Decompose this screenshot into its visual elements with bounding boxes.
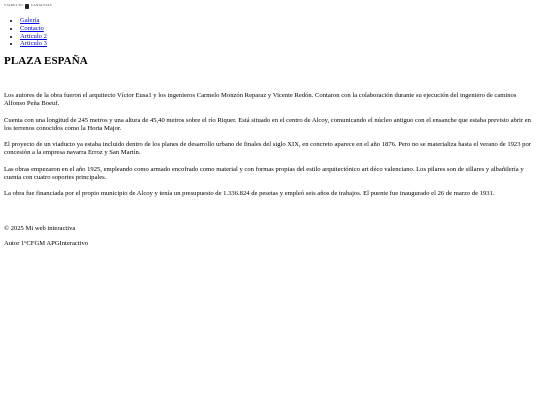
nav-item-articulo-2 <box>20 33 47 41</box>
logo-text-left: VIADUCTO <box>4 3 23 8</box>
logo-text-right: CANALEJAS <box>31 3 52 8</box>
nav-item-contacto <box>20 25 47 33</box>
article-paragraph: El proyecto de un viaducto ya estaba incluido dentro de los planes de desarrollo urbano de finales del siglo XIX, en concreto aparece en el año 1876. Pero no se materializa hasta el verano de 1923 por concesión a la empresa navarra Erroz y San Martín. <box>4 141 531 157</box>
footer-copyright: © 2025 Mi web interactiva <box>4 225 76 232</box>
nav-link-galeria[interactable]: Galería <box>20 17 40 24</box>
article-content <box>4 92 536 207</box>
logo-emblem-icon <box>25 4 29 9</box>
nav-link-contacto[interactable]: Contacto <box>20 24 44 32</box>
nav-item-articulo-3 <box>20 40 47 48</box>
main-navigation <box>20 17 47 48</box>
page-title: PLAZA ESPAÑA <box>4 55 88 67</box>
article-paragraph: Las obras empezaron en el año 1925, empleando como armado encofrado como material y con formas propias del estilo arquitectónico art déco valenciano. Los pilares son de sillares y albañilería y cuenta con cuatro soportes principales. <box>4 165 524 182</box>
site-logo <box>4 3 52 9</box>
nav-link-articulo-2[interactable]: Articulo 2 <box>20 32 47 40</box>
article-paragraph: Los autores de la obra fueron el arquitecto Víctor Eusa1 y los ingenieros Carmelo Monzón Reparaz y Vicente Redón. Contaron con la colaboración durante su ejecución del ingeniero de caminos Alfonso Peña Boeuf. <box>4 92 517 108</box>
footer-author: Autor 1ºCFGM APGInteractivo <box>4 240 89 247</box>
nav-list <box>20 17 47 48</box>
article-paragraph: Cuenta con una longitud de 245 metros y una altura de 45,40 metros sobre el río Riquer. Está situado en el centro de Alcoy, comunicando el núcleo antiguo con el ensanche que estaba previsto abrir en los terrenos conocidos como la Horta Major. <box>4 116 531 132</box>
article-paragraph: La obra fue financiada por el propio municipio de Alcoy y tenía un presupuesto de 1.336.824 de pesetas y empleó seis años de trabajos. El puente fue inaugurado el 26 de marzo de 1931. <box>4 190 495 198</box>
nav-item-galeria <box>20 17 47 25</box>
nav-link-articulo-3[interactable]: Articulo 3 <box>20 40 47 48</box>
page-footer <box>4 225 536 255</box>
